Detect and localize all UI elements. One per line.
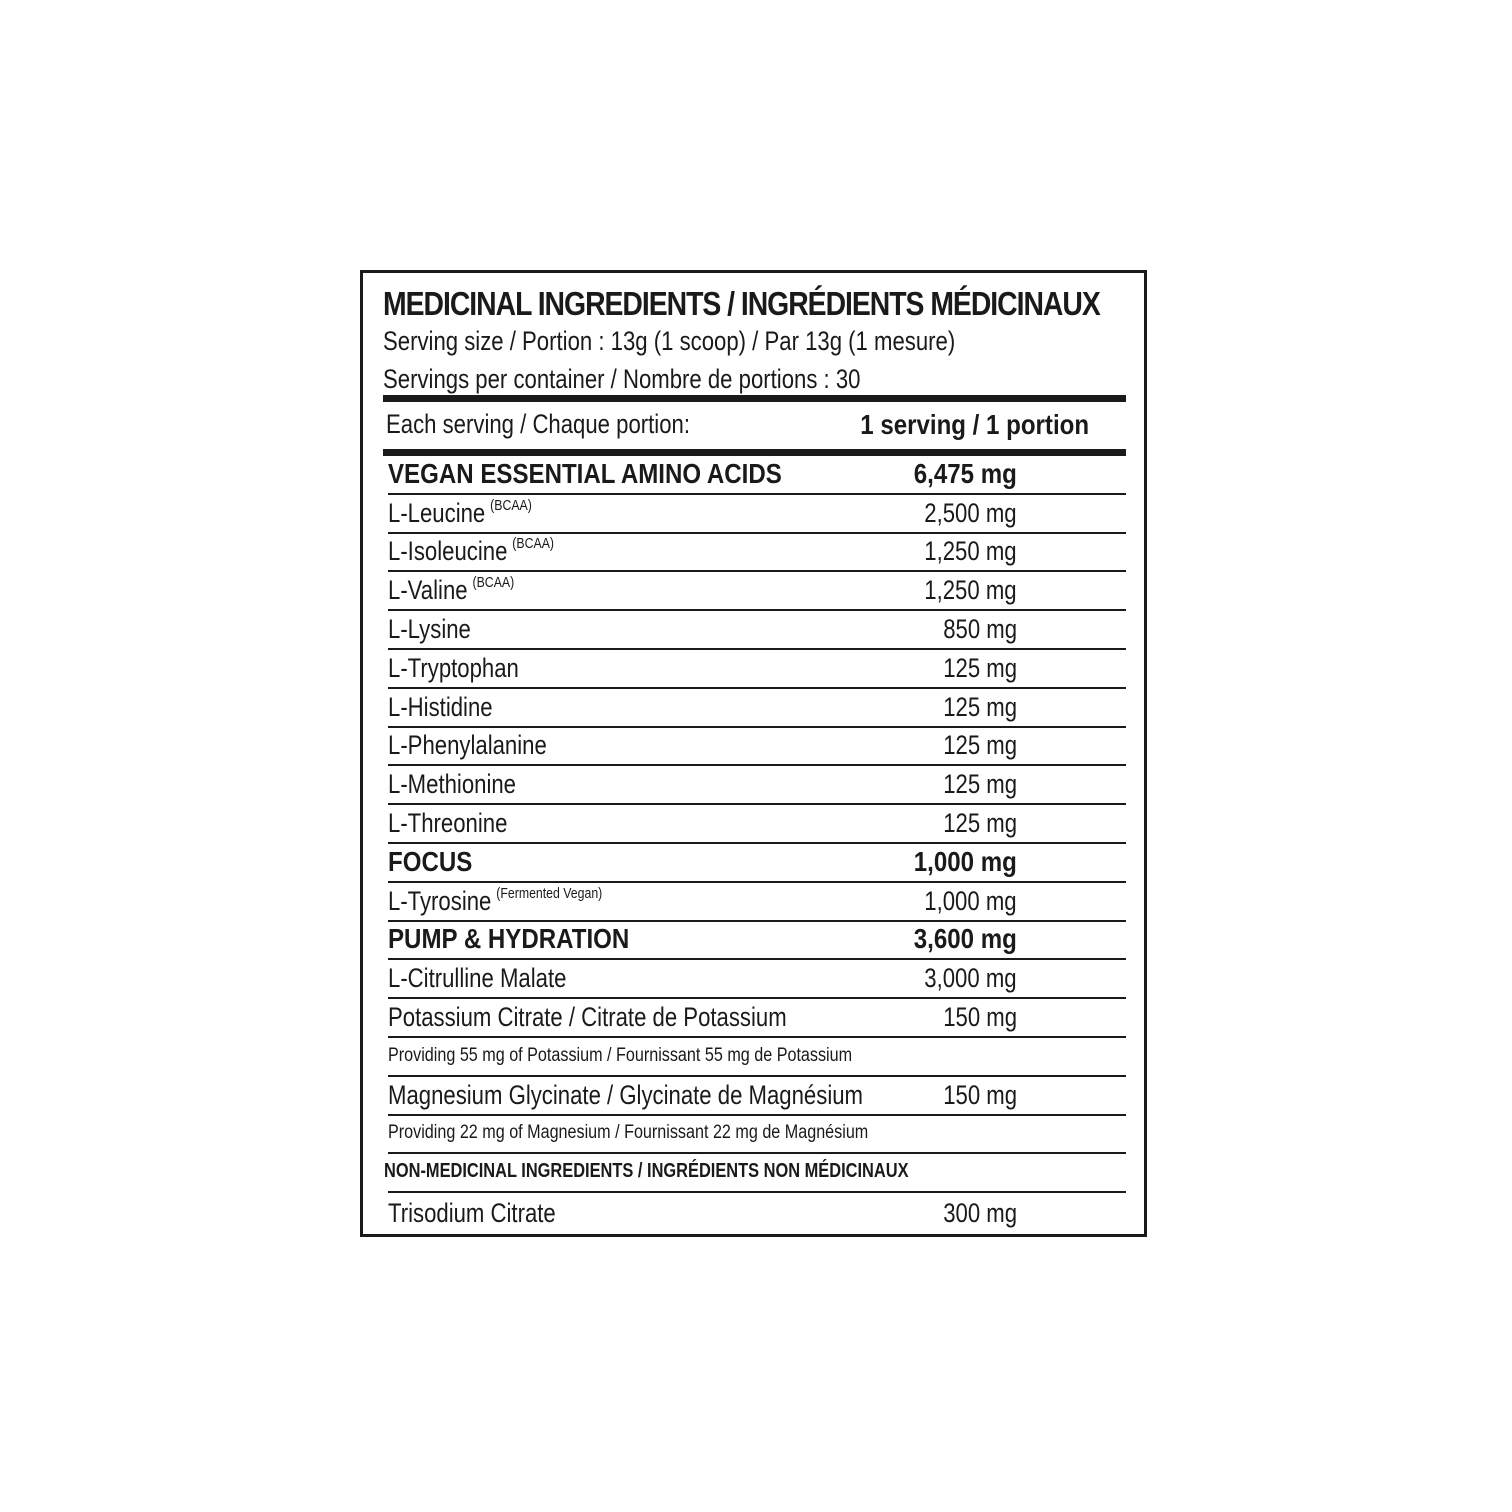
ingredient-amount: 2,500 mg	[924, 497, 1017, 528]
each-serving-value: 1 serving / 1 portion	[860, 409, 1089, 440]
ingredient-amount: 300 mg	[943, 1197, 1017, 1228]
ingredient-amount: 150 mg	[943, 1079, 1017, 1110]
ingredient-row	[388, 650, 1126, 689]
section-name: VEGAN ESSENTIAL AMINO ACIDS	[388, 457, 782, 489]
ingredient-amount: 1,000 mg	[924, 885, 1017, 916]
ingredient-name: Trisodium Citrate	[388, 1197, 556, 1228]
ingredient-row	[388, 999, 1126, 1038]
ingredient-row	[388, 960, 1126, 999]
ingredient-amount: 125 mg	[943, 691, 1017, 722]
non-medicinal-title: NON-MEDICINAL INGREDIENTS / INGRÉDIENTS NON MÉDICINAUX	[384, 1160, 909, 1183]
panel-content	[383, 273, 1126, 1234]
ingredient-row	[388, 766, 1126, 805]
ingredient-amount: 125 mg	[943, 652, 1017, 683]
section-header-amino	[388, 456, 1126, 495]
ingredient-note: Providing 55 mg of Potassium / Fournissant 55 mg de Potassium	[388, 1044, 853, 1066]
each-serving-row	[386, 403, 1126, 449]
ingredient-amount: 125 mg	[943, 730, 1017, 761]
ingredient-name: L-Lysine	[388, 613, 471, 644]
ingredient-name: Potassium Citrate / Citrate de Potassium	[388, 1001, 787, 1032]
section-name: PUMP & HYDRATION	[388, 923, 630, 955]
panel-title: MEDICINAL INGREDIENTS / INGRÉDIENTS MÉDICINAUX	[383, 285, 1100, 322]
ingredient-tag: (BCAA)	[490, 496, 532, 514]
ingredient-name: L-Threonine	[388, 807, 508, 838]
ingredient-name: L-Valine $^{(BCAA)}$	[388, 574, 515, 606]
each-serving-label: Each serving / Chaque portion:	[386, 409, 691, 439]
section-amount: 6,475 mg	[913, 457, 1017, 489]
ingredient-name: L-Phenylalanine	[388, 730, 547, 761]
section-amount: 3,600 mg	[913, 923, 1017, 955]
ingredient-note-row	[388, 1038, 1126, 1077]
ingredient-name: L-Tyrosine $^{(Fermented Vegan)}$	[388, 884, 603, 916]
ingredient-amount: 125 mg	[943, 807, 1017, 838]
ingredient-row	[388, 495, 1126, 534]
ingredient-amount: 1,250 mg	[924, 536, 1017, 567]
ingredient-amount: 125 mg	[943, 769, 1017, 800]
ingredient-name: L-Citrulline Malate	[388, 963, 567, 994]
ingredient-amount: 3,000 mg	[924, 963, 1017, 994]
ingredient-row	[388, 805, 1126, 844]
ingredient-name: L-Tryptophan	[388, 652, 519, 683]
ingredient-row	[388, 1193, 1126, 1232]
section-amount: 1,000 mg	[913, 845, 1017, 877]
ingredient-row	[388, 572, 1126, 611]
ingredient-name: Magnesium Glycinate / Glycinate de Magnésium	[388, 1079, 863, 1110]
serving-size: Serving size / Portion : 13g (1 scoop) / Par 13g (1 mesure)	[383, 326, 956, 356]
thick-divider-bottom	[383, 449, 1126, 456]
ingredient-name: L-Methionine	[388, 769, 516, 800]
ingredient-tag: (Fermented Vegan)	[496, 884, 603, 902]
ingredient-rows	[384, 456, 1126, 1232]
ingredient-name: L-Isoleucine $^{(BCAA)}$	[388, 535, 554, 567]
ingredient-amount: 150 mg	[943, 1001, 1017, 1032]
ingredient-row	[388, 728, 1126, 767]
non-medicinal-header	[384, 1154, 1126, 1193]
servings-per-container: Servings per container / Nombre de portions : 30	[383, 364, 861, 394]
section-name: FOCUS	[388, 845, 473, 877]
ingredient-note-row	[388, 1116, 1126, 1155]
ingredient-row	[388, 534, 1126, 573]
ingredient-amount: 850 mg	[943, 613, 1017, 644]
ingredient-row	[388, 611, 1126, 650]
ingredient-name: L-Leucine $^{(BCAA)}$	[388, 496, 532, 528]
section-header-focus	[388, 844, 1126, 883]
section-header-pump	[388, 922, 1126, 961]
ingredient-tag: (BCAA)	[472, 574, 515, 592]
ingredient-row	[388, 1077, 1126, 1116]
ingredients-panel	[360, 270, 1147, 1237]
ingredient-row	[388, 883, 1126, 922]
thick-divider-top	[383, 395, 1126, 402]
ingredient-note: Providing 22 mg of Magnesium / Fournissant 22 mg de Magnésium	[388, 1122, 869, 1144]
ingredient-amount: 1,250 mg	[924, 575, 1017, 606]
ingredient-tag: (BCAA)	[512, 535, 554, 553]
ingredient-row	[388, 689, 1126, 728]
ingredient-name: L-Histidine	[388, 691, 493, 722]
